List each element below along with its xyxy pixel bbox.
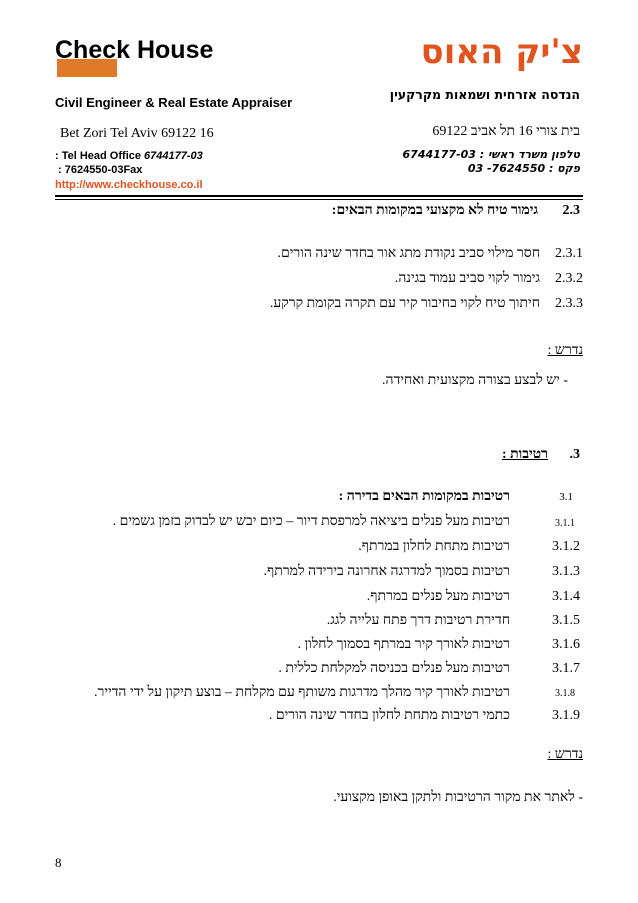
item-number: 3.1.3 [552,564,580,579]
item-number: 3.1.4 [552,589,580,604]
list-item: רטיבות לאורך קיר במרתף בסמוך לחלון . [297,637,510,652]
required-item: - לאתר את מקור הרטיבות ולתקן באופן מקצועי. [333,790,583,805]
logo-hebrew: צ'יק האוס [420,32,583,72]
subsection-title: רטיבות במקומות הבאים בדירה : [338,489,510,504]
list-item: רטיבות מעל פנלים במרתף. [366,589,510,604]
address-english: Bet Zori Tel Aviv 69122 16 [60,126,214,141]
item-number: 2.3.1 [555,246,583,261]
item-number: 2.3.3 [555,296,583,311]
section-title: גימור טיח לא מקצועי במקומות הבאים: [331,203,538,218]
item-number: 3.1.8 [555,688,575,699]
fax-hebrew: פקס : 7624550- 03 [467,162,580,175]
list-item: גימור לקוי סביב עמוד בגינה. [394,271,540,286]
subsection-number: 3.1 [559,491,573,503]
item-number: 3.1.5 [552,613,580,628]
required-item: - יש לבצע בצורה מקצועית ואחידה. [382,373,568,388]
list-item: חיתוך טיח לקוי בחיבור קיר עם תקרה בקומת קרקע. [269,296,540,311]
fax-english: : 7624550-03Fax [58,164,143,176]
page-number: 8 [55,855,62,870]
item-number: 2.3.2 [555,271,583,286]
address-hebrew: בית צורי 16 תל אביב 69122 [432,124,580,139]
item-number: 3.1.6 [552,637,580,652]
section-number: 2.3 [562,203,580,218]
header-divider [55,195,583,197]
list-item: רטיבות מעל פנלים בכניסה למקלחת כללית . [278,661,510,676]
website-link[interactable]: http://www.checkhouse.co.il [55,179,203,191]
subtitle-hebrew: הנדסה אזרחית ושמאות מקרקעין [389,87,580,102]
list-item: כתמי רטיבות מתחת לחלון בחדר שינה הורים . [268,708,510,723]
item-number: 3.1.7 [552,661,580,676]
list-item: חסר מילוי סביב נקודת מתג אור בחדר שינה הורים. [277,246,540,261]
list-item: רטיבות מעל פנלים ביציאה למרפסת דיור – כיום יבש יש לבדוק בזמן גשמים . [112,514,510,529]
phone-hebrew: טלפון משרד ראשי : 6744177-03 [402,148,580,161]
subtitle-english: Civil Engineer & Real Estate Appraiser [55,95,293,110]
item-number: 3.1.9 [552,708,580,723]
header-divider-thin [55,199,583,200]
required-label: נדרש : [547,747,583,762]
required-label: נדרש : [547,343,583,358]
list-item: רטיבות מתחת לחלון במרתף. [358,539,510,554]
section-number: .3 [569,447,580,462]
list-item: רטיבות לאורך קיר מהלך מדרגות משותף עם מקלחת – בוצע תיקון על ידי הדייר. [93,685,510,700]
item-number: 3.1.1 [555,518,575,529]
logo-english: Check House [55,36,214,64]
phone-english: : Tel Head Office 6744177-03 [55,150,203,162]
item-number: 3.1.2 [552,539,580,554]
list-item: רטיבות בסמוך למדרגה אחרונה בירידה למרתף. [263,564,510,579]
section-title: רטיבות : [501,447,548,462]
list-item: חדירת רטיבות דרך פתח עלייה לגג. [326,613,510,628]
